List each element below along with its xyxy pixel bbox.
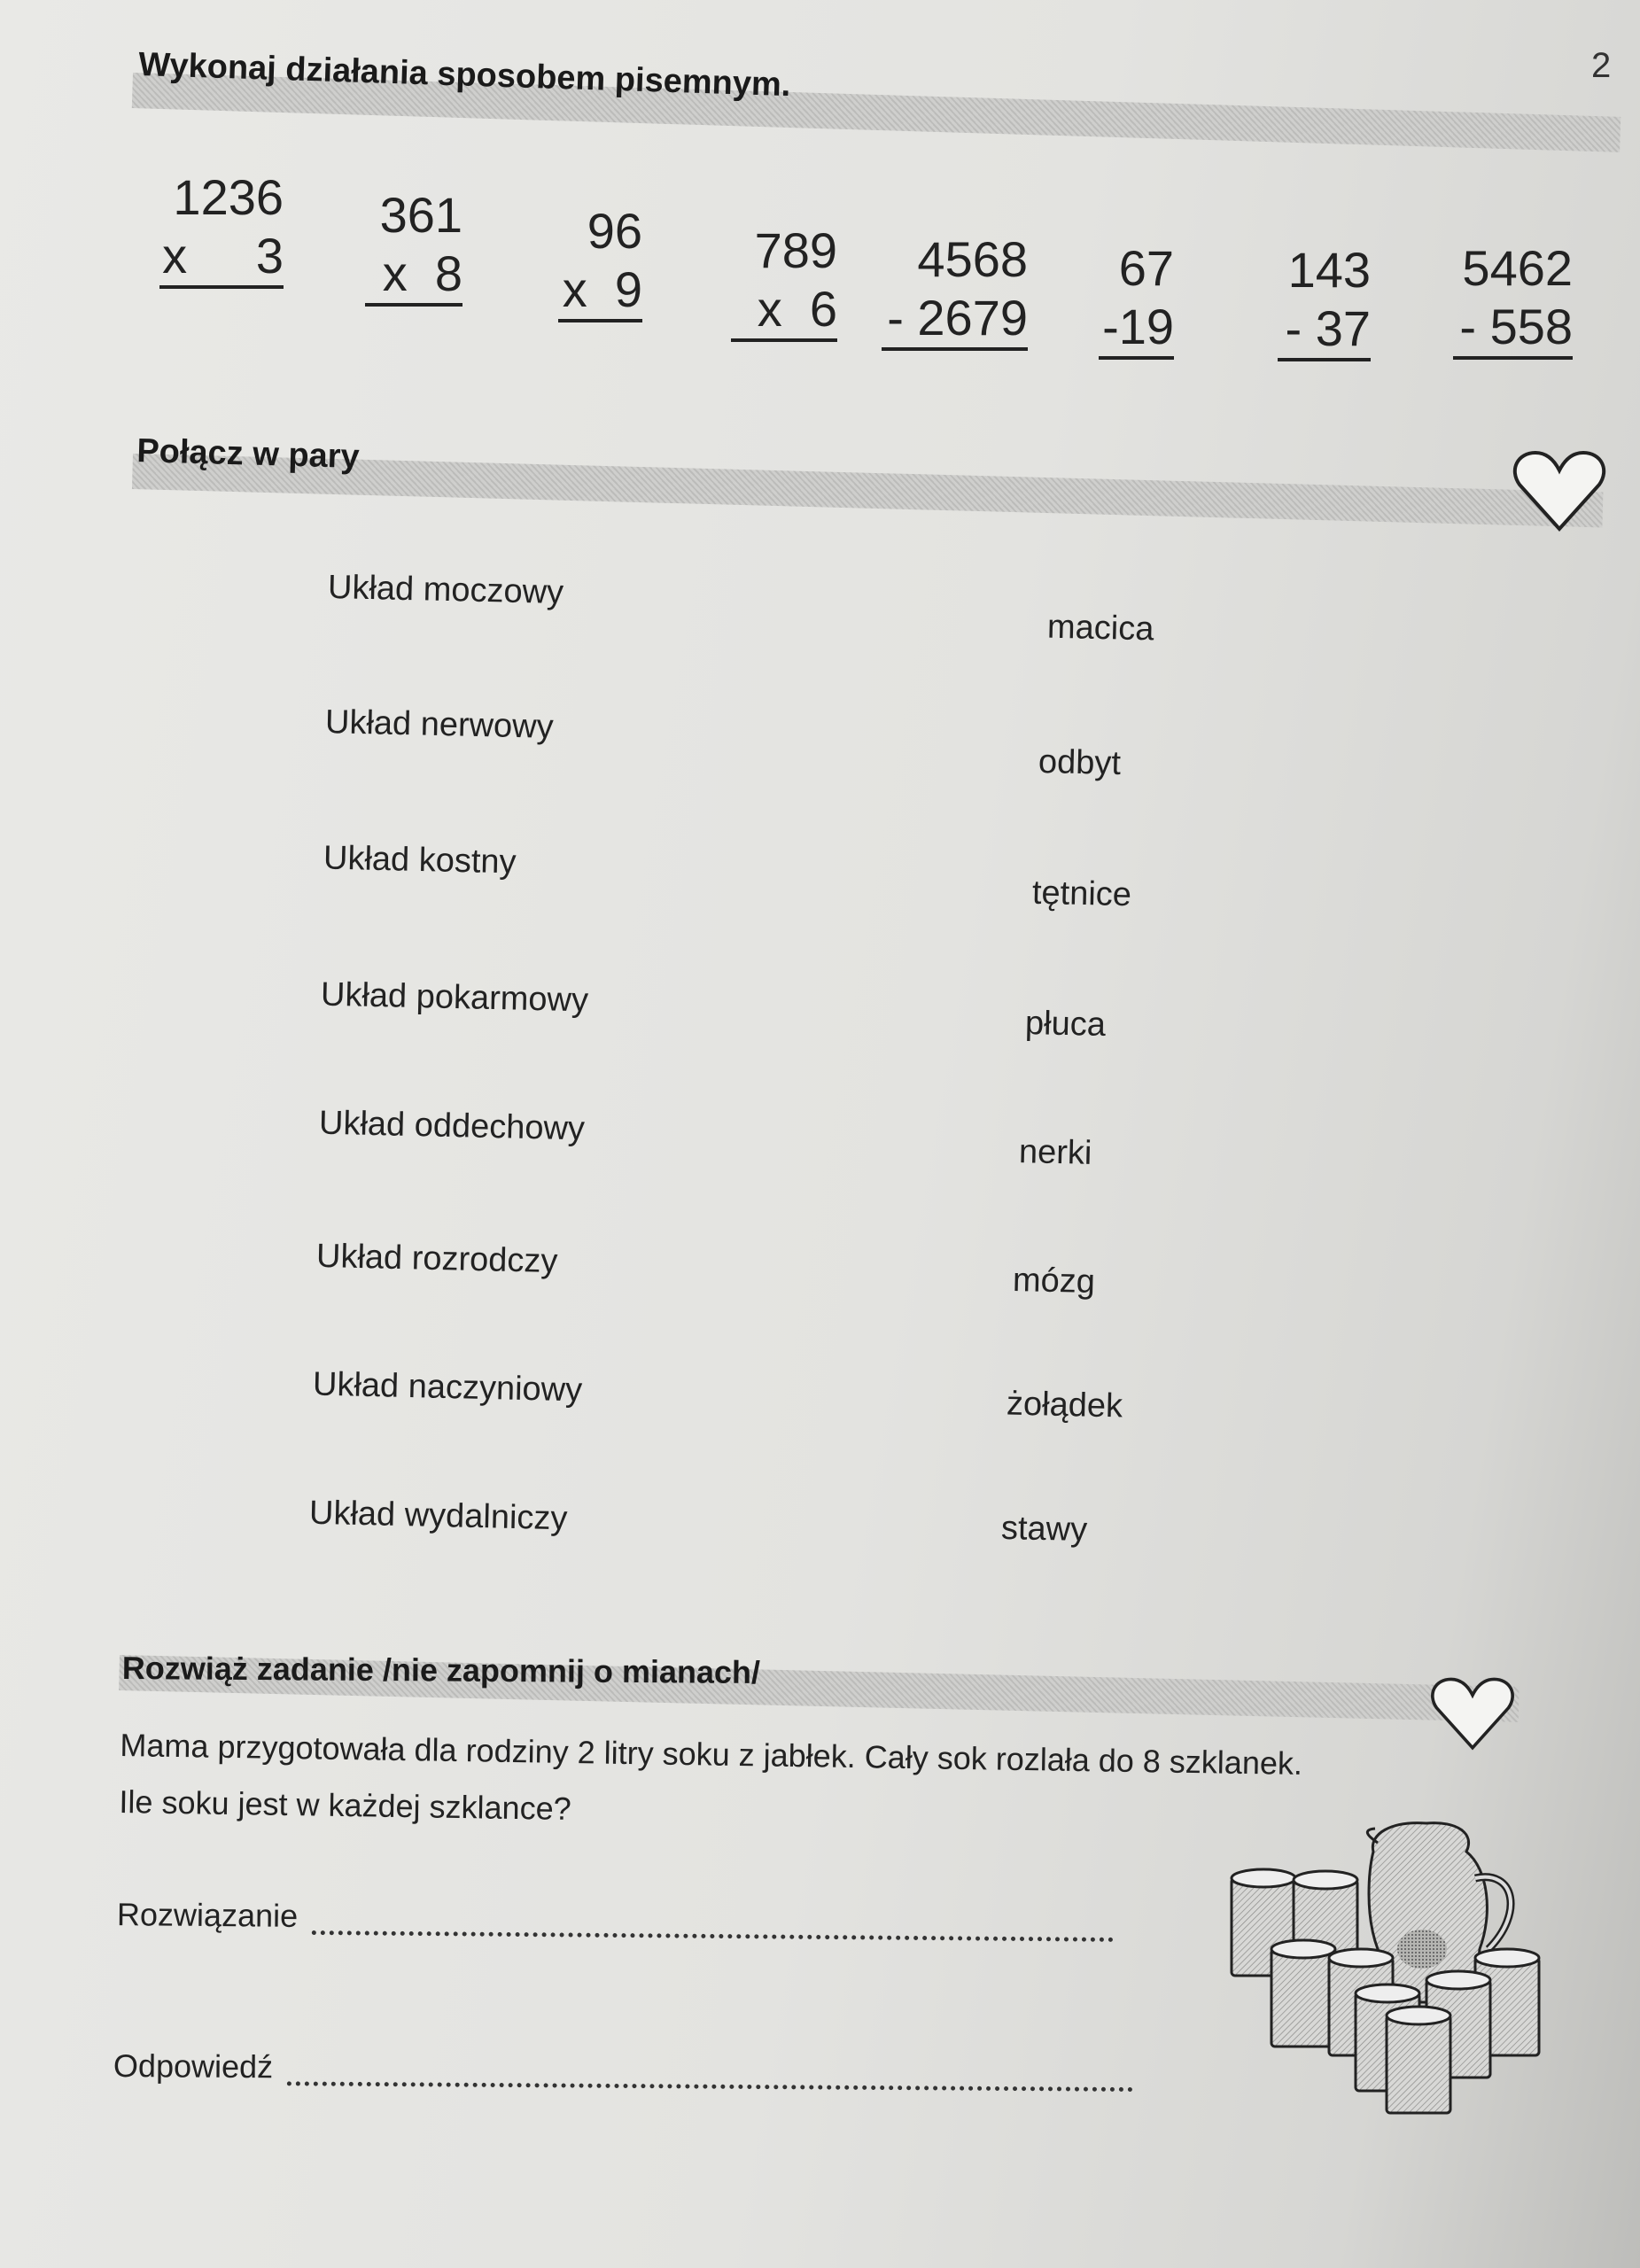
operation — [731, 221, 837, 342]
operand-top: 1236 — [173, 169, 284, 225]
operand-top: 143 — [1287, 242, 1371, 298]
answer-blank[interactable] — [287, 2054, 1133, 2092]
operation — [882, 230, 1028, 351]
solution-line — [117, 1896, 1114, 1942]
operand-bottom: x 9 — [558, 260, 642, 322]
operation — [1099, 239, 1174, 360]
list-item: Układ kostny — [323, 839, 517, 882]
list-item: mózg — [1012, 1261, 1096, 1301]
operand-bottom: x 3 — [159, 227, 284, 289]
page-number: 2 — [1591, 46, 1612, 85]
list-item: Układ naczyniowy — [312, 1365, 583, 1410]
operand-bottom: x 6 — [731, 280, 837, 342]
operand-bottom: x 8 — [365, 245, 462, 307]
operation — [365, 186, 462, 307]
list-item: Układ wydalniczy — [308, 1494, 568, 1538]
operation — [1278, 241, 1371, 361]
list-item: Układ rozrodczy — [315, 1237, 558, 1281]
list-item: macica — [1046, 608, 1154, 649]
operand-bottom: -19 — [1099, 298, 1174, 360]
list-item: Układ oddechowy — [318, 1104, 586, 1148]
operand-bottom: - 558 — [1453, 298, 1573, 360]
operand-top: 789 — [754, 222, 837, 278]
solution-blank[interactable] — [312, 1904, 1114, 1942]
answer-line — [113, 2047, 1133, 2092]
operand-top: 361 — [379, 187, 462, 243]
operand-top: 4568 — [917, 231, 1028, 287]
operand-top: 67 — [1118, 240, 1174, 296]
heart-icon — [1428, 1674, 1517, 1754]
operation — [159, 168, 284, 289]
answer-label: Odpowiedź — [113, 2047, 274, 2085]
operation — [1453, 239, 1573, 360]
list-item: Układ moczowy — [327, 568, 564, 612]
operand-top: 96 — [587, 203, 642, 259]
list-item: stawy — [1000, 1509, 1088, 1550]
list-item: Układ pokarmowy — [320, 975, 589, 1020]
solution-label: Rozwiązanie — [116, 1896, 299, 1934]
list-item: Układ nerwowy — [324, 703, 555, 746]
section-heading-pairs: Połącz w pary — [136, 432, 361, 477]
operation — [558, 202, 642, 322]
operand-top: 5462 — [1462, 240, 1573, 296]
operand-bottom: - 37 — [1278, 299, 1371, 361]
problem-text — [119, 1717, 1302, 1849]
section-heading-calculations: Wykonaj działania sposobem pisemnym. — [137, 46, 791, 105]
list-item: płuca — [1024, 1004, 1107, 1045]
operand-bottom: - 2679 — [882, 289, 1028, 351]
problem-line: Mama przygotowała dla rodziny 2 litry soku z jabłek. Cały sok rozlała do 8 szklanek. — [120, 1726, 1303, 1782]
jug-and-glasses-illustration — [1223, 1816, 1595, 2117]
heart-icon — [1511, 447, 1608, 536]
section-heading-task: Rozwiąż zadanie /nie zapomnij o mianach/ — [121, 1650, 761, 1691]
list-item: żołądek — [1006, 1385, 1123, 1425]
list-item: odbyt — [1038, 742, 1122, 783]
problem-line: Ile soku jest w każdej szklance? — [119, 1783, 572, 1828]
list-item: nerki — [1018, 1133, 1092, 1172]
list-item: tętnice — [1031, 874, 1132, 914]
